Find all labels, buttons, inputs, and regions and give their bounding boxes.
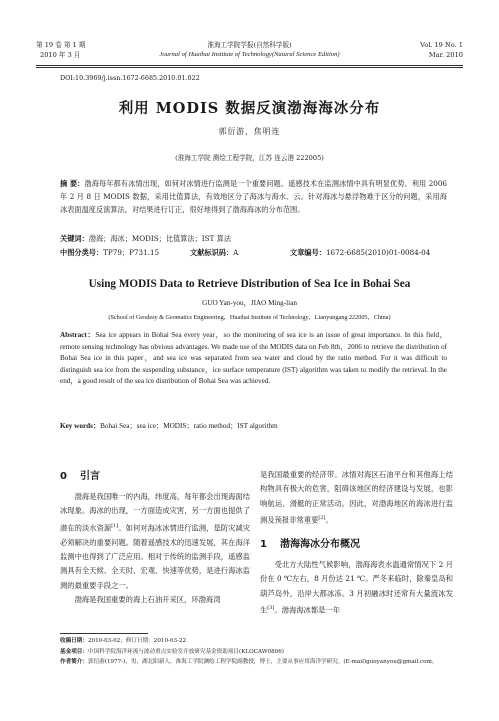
footnotes — [60, 636, 453, 668]
header-rule-thin — [36, 67, 463, 68]
citation: [1] — [111, 522, 119, 529]
paragraph-text: 渤海是我国唯一的内海，纬度高，每年都会出现海面结冰现象。海冰的出现，一方面造成灾害，另一方面也提供了潜在的淡水资源 — [60, 492, 250, 533]
abstract-en-text: Sea ice appears in Bohai Sea every year，so the monitoring of sea ice is an issue of great importance. In this field，remote sensing technology has obvious advantages. We made use of the MODIS data on Feb 8th，2006 to retrieve the distribution of Bohai Sea ice in this paper，and sea ice was separated from sea water and cloud by the ratio method. For it was difficult to distinguish sea ice from the suspending substance，ice surface temperature (IST) algorithm was taken to modify the retrieval. In the end，a good result of the sea ice distribution of Bohai Sea was achieved. — [60, 331, 447, 385]
date-en: Mar. 2010 — [428, 51, 463, 59]
section-heading-intro — [60, 468, 250, 486]
keywords-cn-label: 关键词： — [60, 234, 89, 243]
authors-en: GUO Yan-you，JIAO Ming-lian — [202, 299, 297, 307]
footnote-text: 中国科学院海洋环流与波动重点实验室开放研究基金资助项目(KLOCAW0806) — [87, 648, 284, 655]
paragraph-text: 渤海是我国重要的海上石油开采区，环渤海湾 — [74, 595, 221, 605]
section-number: 1 — [260, 539, 267, 551]
volume-issue-en: Vol. 19 No. 1 — [420, 41, 463, 49]
footnote-text: 郭衍游(1977-)，男，湖北阳新人，淮海工学院测绘工程学院副教授，博士，主要从事应用海洋学研究。(E-mail)guoyanyou@gmail.com。 — [87, 659, 438, 665]
keywords-cn-text: 渤海；海冰；MODIS；比值算法；IST 算法 — [88, 234, 232, 243]
keywords-en-text: Bohai Sea；sea ice；MODIS；ratio method；IST algorithm — [100, 422, 278, 430]
footnote-author — [60, 657, 453, 668]
header-center — [36, 40, 463, 60]
authors-cn: 郭衍游，焦明连 — [218, 127, 281, 136]
affiliation-en: (School of Geodesy & Geomatics Engineering，Huaihai Institute of Technology，Lianyungang 222005，China) — [108, 314, 391, 321]
paragraph — [60, 593, 250, 607]
abstract-cn-label: 摘 要： — [60, 179, 85, 188]
section-title: 渤海海冰分布概况 — [280, 539, 360, 551]
volume-issue-cn: 第 19 卷 第 1 期 — [36, 41, 86, 49]
journal-name-cn: 淮海工学院学报(自然科学版) — [207, 41, 292, 49]
paragraph — [260, 558, 453, 618]
footnote-label: 基金项目： — [60, 648, 88, 655]
article-number: 1672-6685(2010)01-0084-04 — [325, 248, 431, 257]
citation: [2] — [318, 515, 326, 522]
paragraph-continued — [260, 468, 453, 528]
paragraph-text: 。如何对海冰冰情进行监测，是防灾减灾必须解决的重要问题。随着遥感技术的迅速发展，其在海洋监测中也得到了广泛应用。相对于传统的监测手段，遥感监测具有全天候、全天时、宏观、快速等优势，是进行海冰监测的最重要手段之一。 — [60, 523, 251, 590]
paragraph-text: 。渤海海冰都是一年 — [274, 605, 341, 615]
abstract-cn-text: 渤海每年都有冰情出现，如何对冰情进行监测是一个重要问题。遥感技术在监测冰情中具有明显优势。利用 2006 年 2 月 8 日 MODIS 数据，采用比值算法，有效地区分了海冰与海水、云。针对海冰与悬浮物难于区分的问题，采用海冰表面温度反演算法，对结果进行订正，很好地得到了渤海海冰的分布范围。 — [60, 179, 447, 215]
citation: [3] — [267, 605, 275, 612]
affiliation-cn: (淮海工学院 测绘工程学院，江苏 连云港 222005) — [175, 154, 324, 162]
footnote-received — [60, 636, 453, 647]
doc-code-label: 文献标识码： — [190, 248, 234, 257]
doc-code: A — [233, 248, 239, 257]
footnote-text: 2010-03-02；修订日期：2010-03-22 — [87, 638, 187, 644]
title-en: Using MODIS Data to Retrieve Distribution of Sea Ice in Bohai Sea — [88, 278, 411, 290]
keywords-en-label: Key words： — [60, 422, 101, 430]
header-right — [420, 40, 463, 60]
keywords-cn — [60, 233, 447, 244]
title-cn: 利用 MODIS 数据反演渤海海冰分布 — [118, 100, 381, 117]
paragraph — [60, 490, 250, 593]
journal-name-en: Journal of Huaihai Institute of Technology(Natural Science Edition) — [159, 51, 340, 58]
abstract-en-label: Abstract： — [60, 331, 96, 339]
keywords-en — [60, 421, 447, 432]
section-title: 引言 — [80, 471, 100, 482]
paragraph-text: 。 — [325, 515, 333, 525]
header-rule — [36, 65, 463, 66]
body-column-right — [260, 468, 453, 618]
running-header — [36, 40, 463, 66]
body-column-left — [60, 468, 250, 608]
footnote-label: 收稿日期： — [60, 638, 88, 644]
clc-code: TP79；P731.15 — [103, 248, 160, 257]
paragraph-text: 受北方大陆性气候影响，渤海海表水温通常情况下 2 月份在 0 ℃左右，8 月份达 21 ℃。严冬来临时，除秦皇岛和葫芦岛外，沿岸大都冰冻。3 月初融冰时还常有大量流冰发生 — [260, 560, 453, 615]
footnote-label: 作者简介： — [60, 659, 88, 665]
paragraph-text: 是我国最重要的经济带。冰情对海区石油平台和其他海上结构物具有极大的危害，阻碍该地区的经济建设与发展，也影响航运、滑艇的正常活动。因此，对渤海地区的海冰进行监测及预报非常重要 — [260, 470, 453, 525]
article-number-label: 文章编号： — [290, 248, 326, 257]
abstract-cn — [60, 177, 447, 217]
section-number: 0 — [60, 471, 67, 482]
abstract-en — [60, 330, 447, 388]
clc-label: 中图分类号： — [60, 248, 104, 257]
classification-cn — [60, 247, 447, 258]
footnote-rule — [60, 633, 148, 634]
footnote-fund — [60, 647, 453, 658]
doi: DOI:10.3969/j.issn.1672-6685.2010.01.022 — [60, 74, 200, 82]
date-cn: 2010 年 3 月 — [40, 51, 81, 59]
section-heading-overview — [260, 536, 453, 554]
